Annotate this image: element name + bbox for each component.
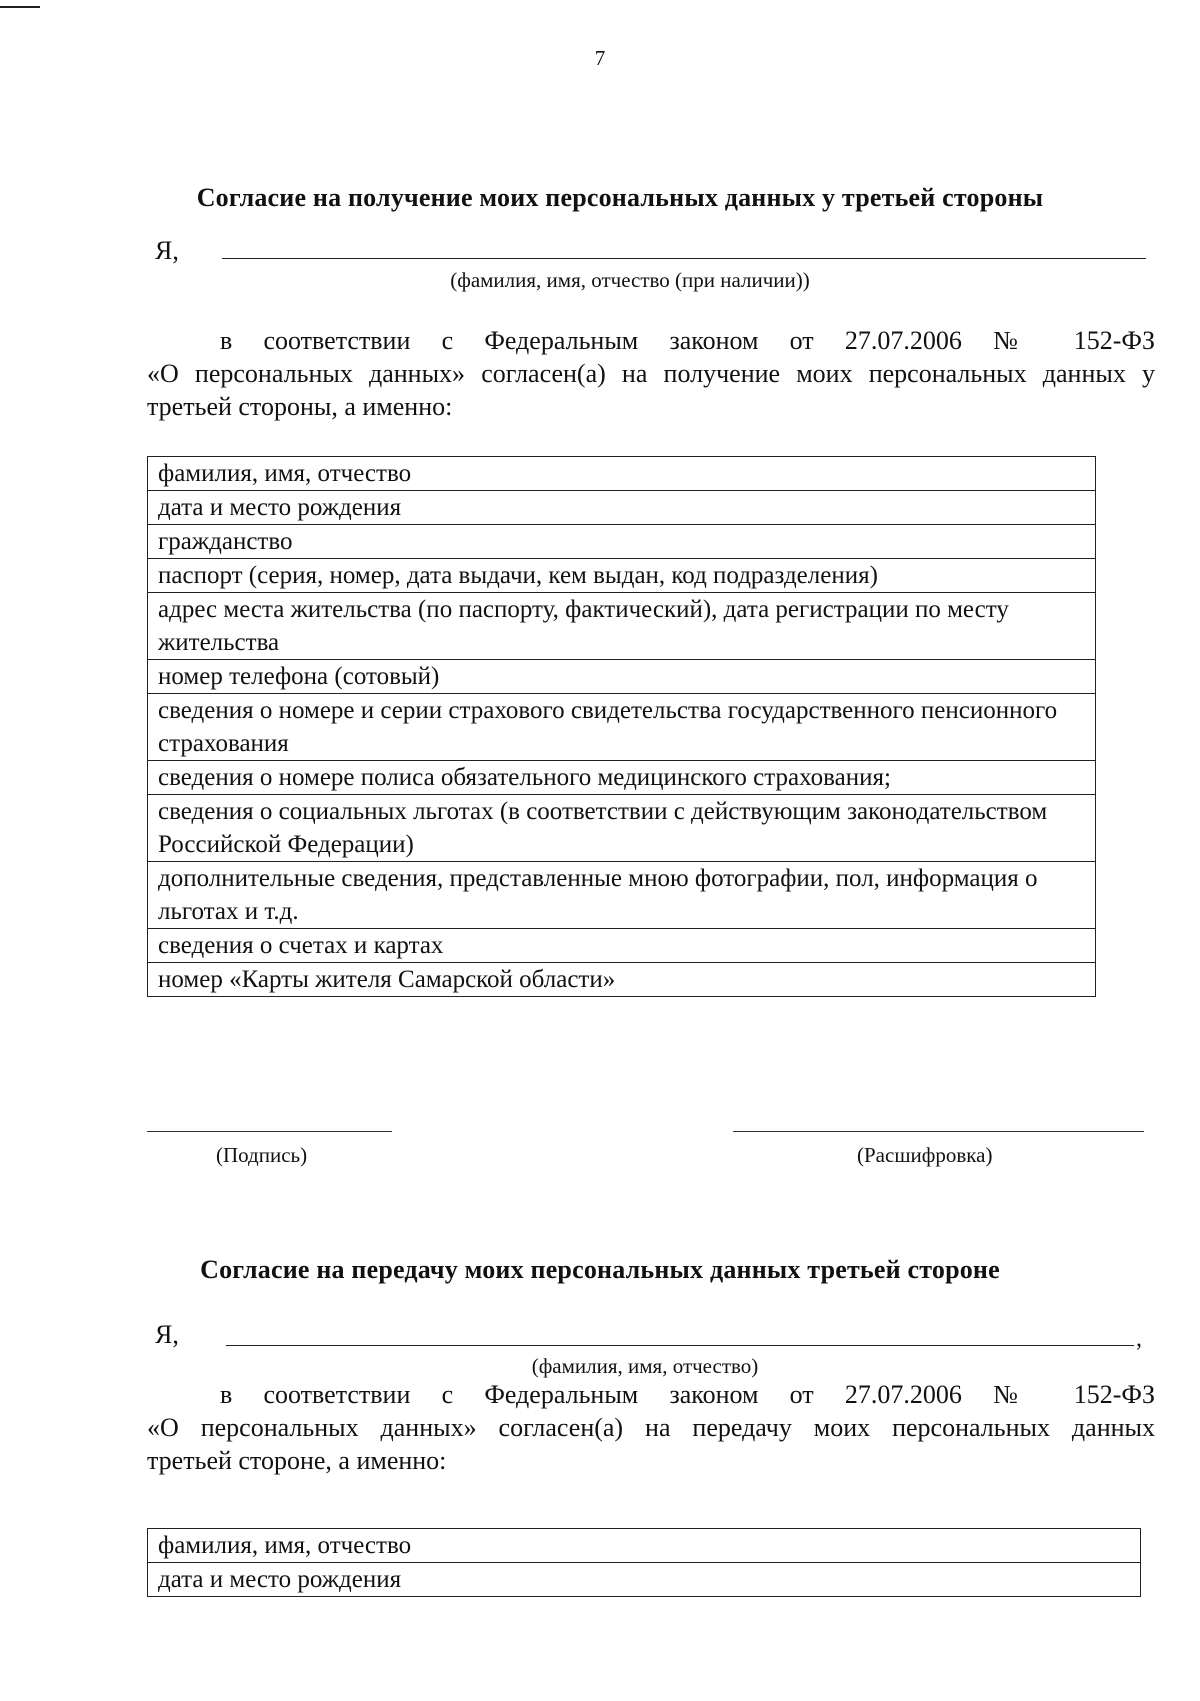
table-row (148, 929, 1096, 963)
section1-paragraph (147, 324, 1155, 423)
table-cell: фамилия, имя, отчество (148, 1529, 1141, 1563)
table-row (148, 660, 1096, 694)
section2-title: Согласие на передачу моих персональных данных третьей стороне (200, 1255, 1000, 1284)
table-cell: сведения о счетах и картах (148, 929, 1096, 963)
table-cell: гражданство (148, 525, 1096, 559)
table-cell: адрес места жительства (по паспорту, фактический), дата регистрации по месту жительства (148, 593, 1096, 660)
table-row (148, 694, 1096, 761)
table-cell: сведения о номере полиса обязательного медицинского страхования; (148, 761, 1096, 795)
table-cell: фамилия, имя, отчество (148, 457, 1096, 491)
section1-title: Согласие на получение моих персональных данных у третьей стороны (196, 183, 1044, 212)
table-row (148, 491, 1096, 525)
table-row (148, 862, 1096, 929)
section2-paragraph-line2: «О персональных данных» согласен(а) на передачу моих персональных данных (147, 1413, 1155, 1442)
table-row (148, 1563, 1141, 1597)
table-cell: номер «Карты жителя Самарской области» (148, 963, 1096, 997)
table-row (148, 1529, 1141, 1563)
table-cell: сведения о социальных льготах (в соответствии с действующим законодательством Российской Федерации) (148, 795, 1096, 862)
section2-comma: , (1136, 1326, 1142, 1352)
table-row (148, 761, 1096, 795)
section1-data-table (147, 456, 1096, 997)
section2-name-caption: (фамилия, имя, отчество) (531, 1354, 759, 1378)
table-cell: номер телефона (сотовый) (148, 660, 1096, 694)
signature-caption: (Подпись) (216, 1143, 308, 1167)
table-row (148, 963, 1096, 997)
section1-paragraph-line1: в соответствии с Федеральным законом от 27.07.2006 № 152-ФЗ (220, 326, 1155, 355)
section2-paragraph-line1: в соответствии с Федеральным законом от 27.07.2006 № 152-ФЗ (220, 1380, 1155, 1409)
table-cell: сведения о номере и серии страхового свидетельства государственного пенсионного страхования (148, 694, 1096, 761)
section2-ya: Я, (155, 1320, 179, 1349)
signature-field[interactable] (147, 1131, 392, 1132)
table-row (148, 593, 1096, 660)
decoding-caption: (Расшифровка) (857, 1143, 993, 1167)
table-row (148, 795, 1096, 862)
section1-name-caption: (фамилия, имя, отчество (при наличии)) (450, 268, 810, 292)
table-cell: дополнительные сведения, представленные мною фотографии, пол, информация о льготах и т.д. (148, 862, 1096, 929)
table-row (148, 525, 1096, 559)
table-row (148, 457, 1096, 491)
section1-name-field[interactable] (222, 258, 1146, 259)
section1-paragraph-line3: третьей стороны, а именно: (147, 392, 453, 421)
section1-ya: Я, (155, 236, 179, 265)
table-cell: дата и место рождения (148, 491, 1096, 525)
scan-corner-mark (0, 6, 40, 8)
section2-name-field[interactable] (226, 1345, 1134, 1346)
table-row (148, 559, 1096, 593)
table-cell: дата и место рождения (148, 1563, 1141, 1597)
section2-data-table (147, 1528, 1141, 1597)
section2-paragraph (147, 1378, 1155, 1477)
page-number: 7 (594, 46, 606, 70)
section2-paragraph-line3: третьей стороне, а именно: (147, 1446, 447, 1475)
table-cell: паспорт (серия, номер, дата выдачи, кем выдан, код подразделения) (148, 559, 1096, 593)
decoding-field[interactable] (733, 1131, 1144, 1132)
section1-paragraph-line2: «О персональных данных» согласен(а) на получение моих персональных данных у (147, 359, 1155, 388)
